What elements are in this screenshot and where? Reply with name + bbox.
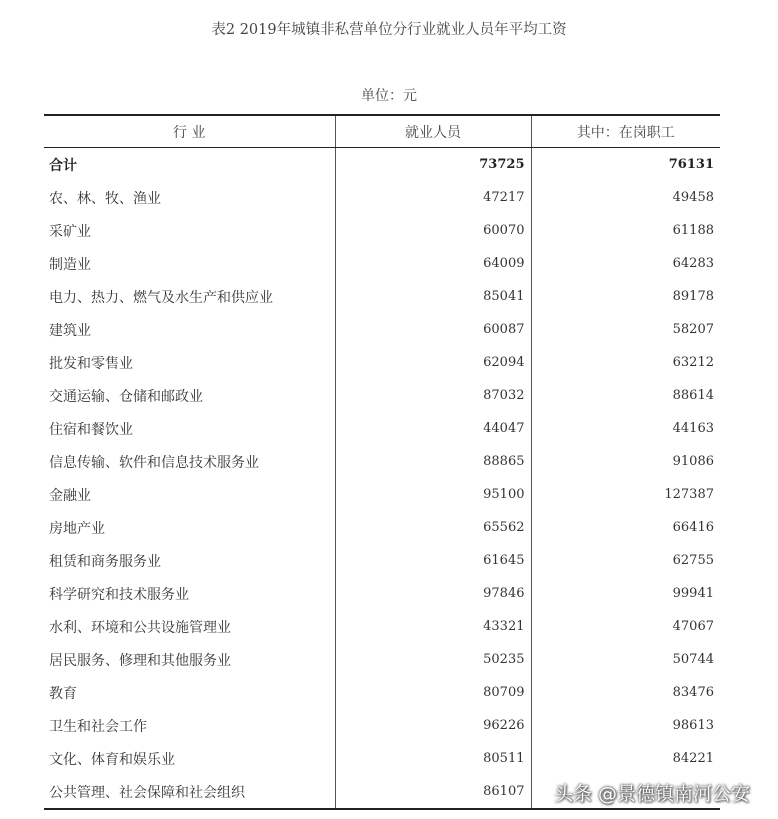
employees-wage-cell: 87032 xyxy=(335,379,531,412)
watermark: 头条 @景德镇南河公安 xyxy=(554,782,751,805)
employees-wage-cell: 85041 xyxy=(335,280,531,313)
onpost-wage-cell: 88614 xyxy=(531,379,720,412)
industry-cell: 水利、环境和公共设施管理业 xyxy=(49,619,231,636)
onpost-wage-cell: 99941 xyxy=(531,577,720,610)
table-header-row xyxy=(44,115,720,148)
employees-wage-cell: 50235 xyxy=(335,643,531,676)
table-row xyxy=(44,610,720,643)
employees-wage-cell: 96226 xyxy=(335,709,531,742)
table-row xyxy=(44,742,720,775)
document-title: 表2 2019年城镇非私营单位分行业就业人员年平均工资 xyxy=(211,22,567,38)
onpost-wage-cell: 64283 xyxy=(531,247,720,280)
onpost-wage-cell: 49458 xyxy=(531,181,720,214)
onpost-wage-cell: 44163 xyxy=(531,412,720,445)
industry-cell: 租赁和商务服务业 xyxy=(49,553,161,570)
table-row-total xyxy=(44,148,720,182)
table-row xyxy=(44,412,720,445)
industry-cell: 农、林、牧、渔业 xyxy=(49,190,161,207)
employees-wage-cell: 47217 xyxy=(335,181,531,214)
industry-cell: 教育 xyxy=(49,685,77,702)
onpost-wage-cell: 127387 xyxy=(531,478,720,511)
employees-wage-cell: 43321 xyxy=(335,610,531,643)
table-row xyxy=(44,709,720,742)
industry-cell: 公共管理、社会保障和社会组织 xyxy=(44,775,335,809)
onpost-wage-cell: 83476 xyxy=(531,676,720,709)
table-row xyxy=(44,676,720,709)
industry-cell: 居民服务、修理和其他服务业 xyxy=(49,652,231,669)
industry-cell: 卫生和社会工作 xyxy=(49,718,147,735)
employees-wage-cell: 95100 xyxy=(335,478,531,511)
onpost-wage-cell: 50744 xyxy=(531,643,720,676)
industry-cell: 文化、体育和娱乐业 xyxy=(49,751,175,768)
onpost-wage-cell: 66416 xyxy=(531,511,720,544)
wage-table xyxy=(44,114,720,810)
table-row xyxy=(44,247,720,280)
industry-cell: 住宿和餐饮业 xyxy=(49,421,133,438)
employees-wage-cell: 73725 xyxy=(335,148,531,182)
onpost-wage-cell: 61188 xyxy=(531,214,720,247)
table-row xyxy=(44,181,720,214)
onpost-wage-cell: 58207 xyxy=(531,313,720,346)
industry-cell: 交通运输、仓储和邮政业 xyxy=(49,388,203,405)
onpost-wage-cell: 84221 xyxy=(531,742,720,775)
employees-wage-cell: 80709 xyxy=(335,676,531,709)
industry-cell: 信息传输、软件和信息技术服务业 xyxy=(49,454,259,471)
employees-wage-cell: 44047 xyxy=(335,412,531,445)
table-row xyxy=(44,379,720,412)
employees-wage-cell: 88865 xyxy=(335,445,531,478)
unit-label: 单位：元 xyxy=(361,88,417,104)
onpost-wage-cell: 91086 xyxy=(531,445,720,478)
table-row xyxy=(44,544,720,577)
industry-cell: 电力、热力、燃气及水生产和供应业 xyxy=(49,289,273,306)
industry-cell: 科学研究和技术服务业 xyxy=(49,586,189,603)
industry-cell: 房地产业 xyxy=(49,520,105,537)
onpost-wage-cell: 47067 xyxy=(531,610,720,643)
industry-cell: 批发和零售业 xyxy=(49,355,133,372)
header-industry: 行 业 xyxy=(44,115,335,148)
table-row xyxy=(44,280,720,313)
table-row xyxy=(44,445,720,478)
employees-wage-cell: 80511 xyxy=(335,742,531,775)
table-row xyxy=(44,346,720,379)
onpost-wage-cell: 98613 xyxy=(531,709,720,742)
table-row xyxy=(44,511,720,544)
table-row xyxy=(44,214,720,247)
header-onpost-staff: 其中：在岗职工 xyxy=(531,115,720,148)
employees-wage-cell: 86107 xyxy=(335,775,531,809)
industry-cell: 制造业 xyxy=(49,256,91,273)
header-employees: 就业人员 xyxy=(335,115,531,148)
table-body xyxy=(44,148,720,810)
table-row xyxy=(44,313,720,346)
onpost-wage-cell: 76131 xyxy=(531,148,720,182)
employees-wage-cell: 62094 xyxy=(335,346,531,379)
employees-wage-cell: 60070 xyxy=(335,214,531,247)
employees-wage-cell: 97846 xyxy=(335,577,531,610)
employees-wage-cell: 60087 xyxy=(335,313,531,346)
industry-cell: 金融业 xyxy=(49,487,91,504)
employees-wage-cell: 65562 xyxy=(335,511,531,544)
table-row xyxy=(44,478,720,511)
industry-cell: 采矿业 xyxy=(49,223,91,240)
onpost-wage-cell: 62755 xyxy=(531,544,720,577)
industry-cell: 合计 xyxy=(49,157,77,174)
table-row xyxy=(44,643,720,676)
table-row xyxy=(44,577,720,610)
employees-wage-cell: 61645 xyxy=(335,544,531,577)
onpost-wage-cell: 63212 xyxy=(531,346,720,379)
industry-cell: 建筑业 xyxy=(49,322,91,339)
employees-wage-cell: 64009 xyxy=(335,247,531,280)
onpost-wage-cell: 89178 xyxy=(531,280,720,313)
